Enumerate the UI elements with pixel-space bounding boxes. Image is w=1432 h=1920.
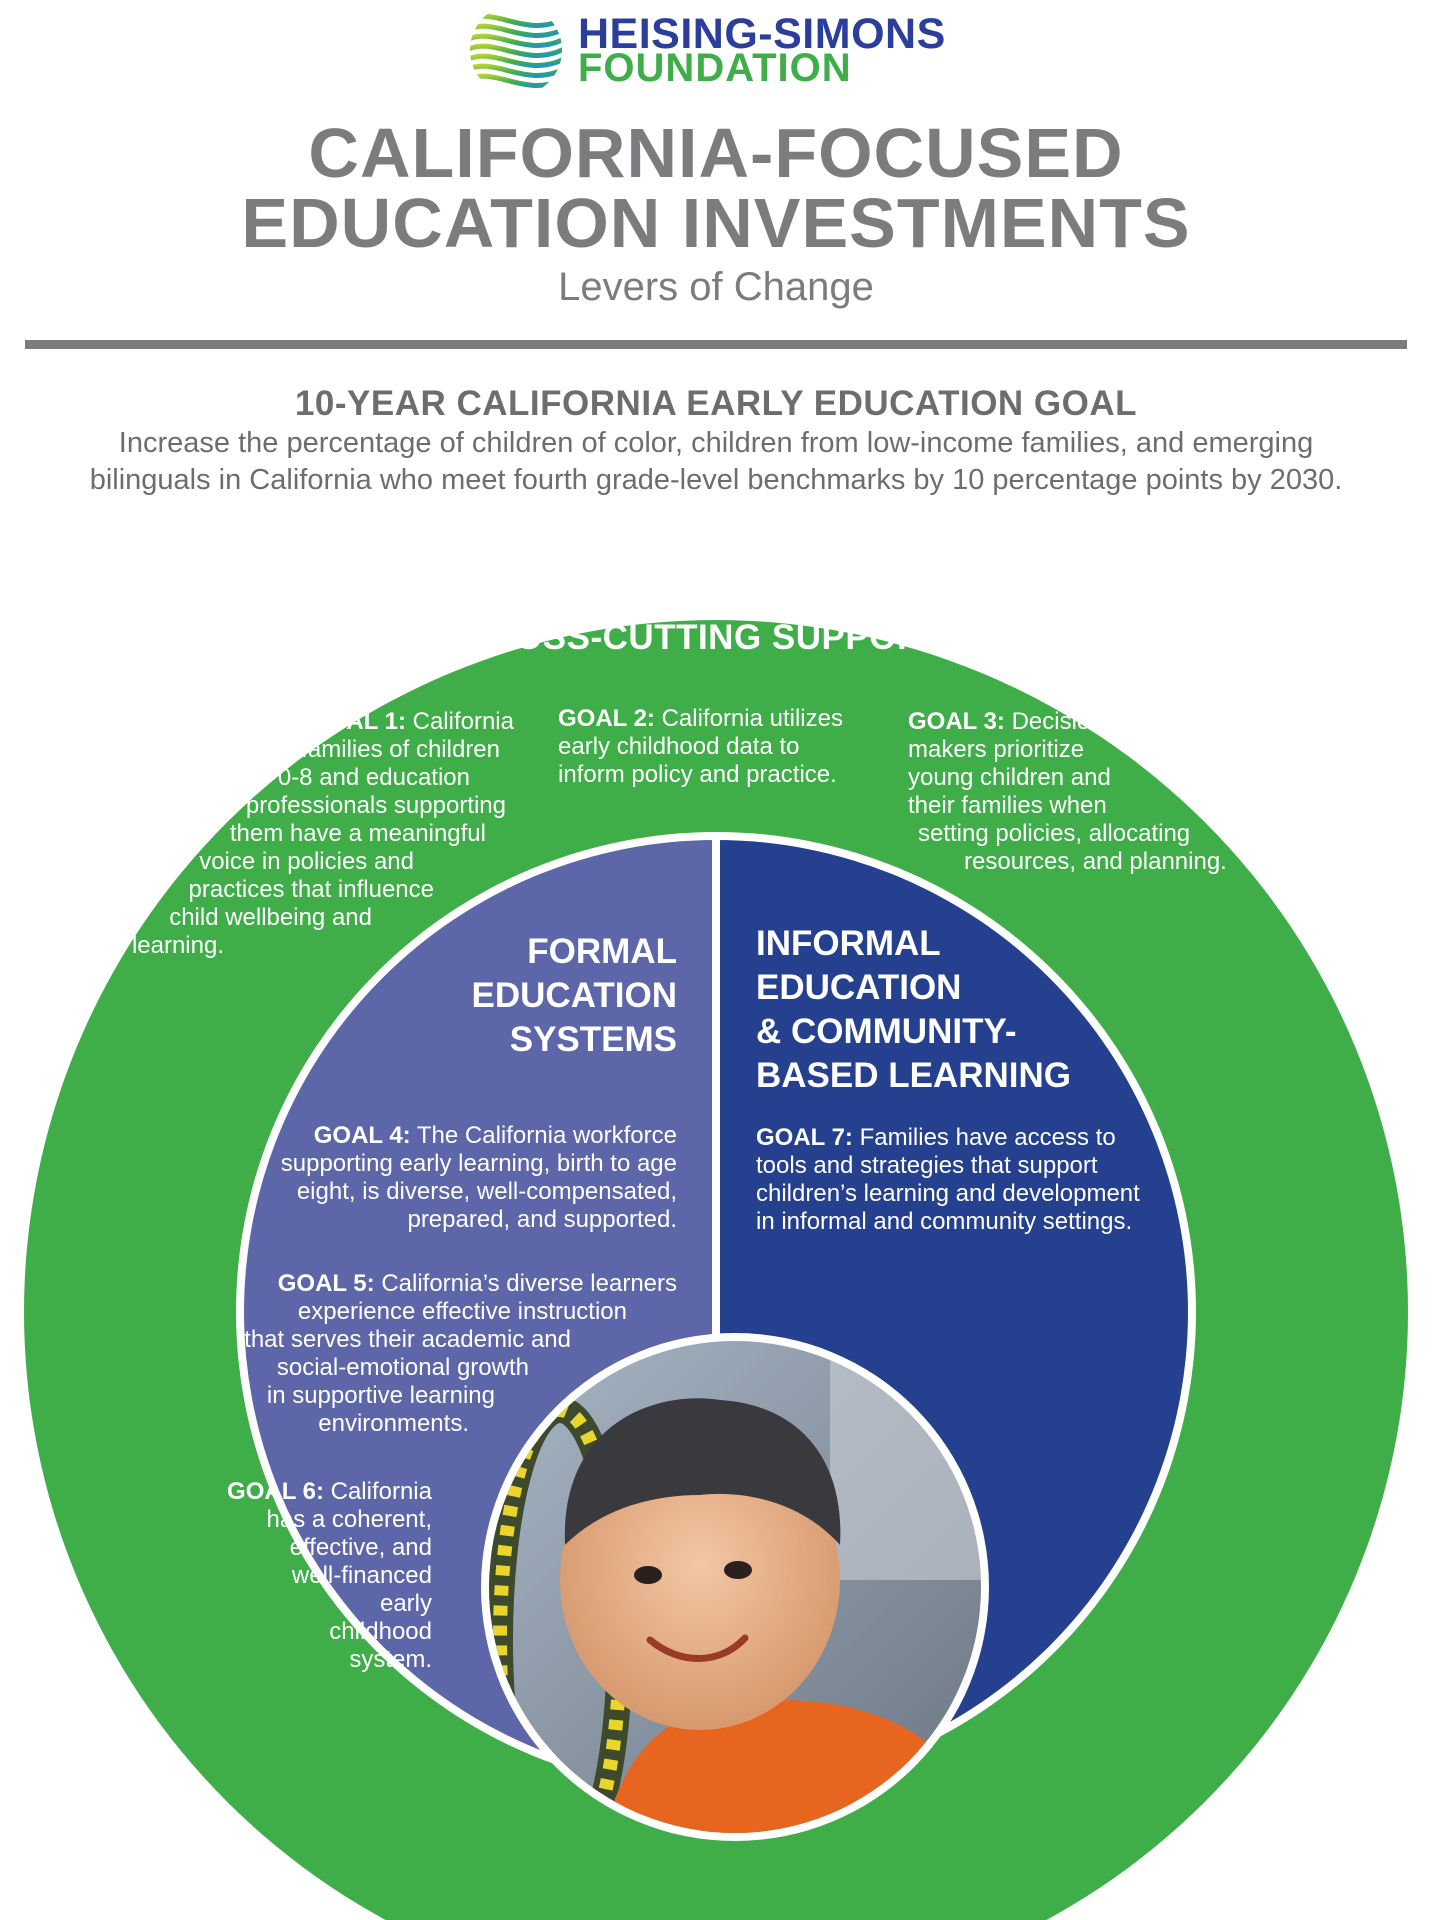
goal-1-line: California <box>412 708 514 735</box>
goal-6-line: effective, and <box>289 1534 432 1561</box>
foundation-logo <box>466 0 986 100</box>
cross-cutting-supports-title: CROSS-CUTTING SUPPORTS <box>463 618 969 657</box>
goal-5-text <box>244 1270 677 1438</box>
brand-name-line1: HEISING-SIMONS <box>578 10 946 58</box>
formal-title-line: SYSTEMS <box>509 1020 677 1059</box>
formal-education-title <box>472 930 677 1062</box>
page-subtitle: Levers of Change <box>558 265 874 309</box>
goal-4-line: eight, is diverse, well-compensated, <box>296 1178 677 1205</box>
goal-2-text <box>558 705 843 789</box>
goal-6-line: California <box>330 1478 432 1505</box>
page-title-line1: CALIFORNIA-FOCUSED <box>308 114 1124 192</box>
goal-3-line: young children and <box>908 764 1111 791</box>
goal-3-text <box>908 708 1227 876</box>
ten-year-goal-text-line2: bilinguals in California who meet fourth grade-level benchmarks by 10 percentage points by 2030. <box>89 464 1343 496</box>
goal-4-text <box>281 1122 677 1234</box>
informal-education-title <box>756 922 1071 1098</box>
goal-2-line: inform policy and practice. <box>558 761 837 788</box>
goal-6-text <box>227 1478 432 1674</box>
ten-year-goal-heading: 10-YEAR CALIFORNIA EARLY EDUCATION GOAL <box>294 384 1138 423</box>
goal-7-line: children’s learning and development <box>756 1180 1140 1207</box>
goal-3-line: setting policies, allocating <box>918 820 1191 847</box>
goal-6-line: early <box>379 1590 432 1617</box>
goal-1-line: them have a meaningful <box>229 820 486 847</box>
goal-5-label: GOAL 5: <box>277 1270 375 1297</box>
goal-4-label: GOAL 4: <box>313 1122 411 1149</box>
goal-1-text <box>132 708 514 960</box>
page-title-line2: EDUCATION INVESTMENTS <box>241 184 1191 262</box>
goal-6-line: system. <box>349 1646 432 1673</box>
goal-7-label: GOAL 7: <box>756 1124 853 1151</box>
informal-title-line: INFORMAL <box>756 924 941 963</box>
goal-3-line: their families when <box>908 792 1107 819</box>
formal-title-line: FORMAL <box>527 932 677 971</box>
goal-3-line: Decision- <box>1011 708 1112 735</box>
goal-7-line: in informal and community settings. <box>756 1208 1133 1235</box>
goal-6-line: childhood <box>329 1618 432 1645</box>
goal-7-text <box>756 1124 1140 1236</box>
goal-1-line: practices that influence <box>188 876 434 903</box>
goal-7-line: Families have access to <box>859 1124 1116 1151</box>
goal-1-line: child wellbeing and <box>169 904 372 931</box>
goal-4-line: The California workforce <box>416 1122 677 1149</box>
goal-6-label: GOAL 6: <box>227 1478 324 1505</box>
goal-3-label: GOAL 3: <box>908 708 1005 735</box>
goal-5-line: environments. <box>318 1410 469 1437</box>
goal-2-line: early childhood data to <box>558 733 800 760</box>
goal-6-line: well-financed <box>291 1562 432 1589</box>
goal-5-line: social-emotional growth <box>276 1354 529 1381</box>
goal-5-line: in supportive learning <box>266 1382 495 1409</box>
goal-2-label: GOAL 2: <box>558 705 655 732</box>
wave-stripes-logo-icon <box>466 0 566 100</box>
goal-1-line: learning. <box>131 932 224 959</box>
goal-1-line: professionals supporting <box>245 792 506 819</box>
goal-1-line: 0-8 and education <box>277 764 470 791</box>
informal-title-line: EDUCATION <box>756 968 962 1007</box>
goal-3-line: resources, and planning. <box>964 848 1227 875</box>
goal-5-line: California’s diverse learners <box>381 1270 677 1297</box>
informal-title-line: & COMMUNITY- <box>756 1012 1017 1051</box>
goal-7-line: tools and strategies that support <box>756 1152 1098 1179</box>
goal-4-line: prepared, and supported. <box>407 1206 677 1233</box>
goal-5-line: experience effective instruction <box>297 1298 627 1325</box>
divider-rule <box>25 340 1407 349</box>
goal-1-line: families of children <box>301 736 500 763</box>
formal-title-line: EDUCATION <box>471 976 677 1015</box>
goal-1-label: GOAL 1: <box>309 708 406 735</box>
informal-title-line: BASED LEARNING <box>756 1056 1072 1095</box>
goal-6-line: has a coherent, <box>266 1506 432 1533</box>
ten-year-goal-text-line1: Increase the percentage of children of color, children from low-income families, and emerging <box>118 427 1314 459</box>
goal-3-line: makers prioritize <box>908 736 1085 763</box>
ten-year-goal-text <box>0 425 1432 499</box>
goal-4-line: supporting early learning, birth to age <box>280 1150 677 1177</box>
goal-2-line: California utilizes <box>661 705 843 732</box>
goal-1-line: voice in policies and <box>199 848 414 875</box>
goal-5-line: that serves their academic and <box>244 1326 571 1353</box>
brand-name-line2: FOUNDATION <box>578 46 852 90</box>
page-title <box>0 114 1432 262</box>
